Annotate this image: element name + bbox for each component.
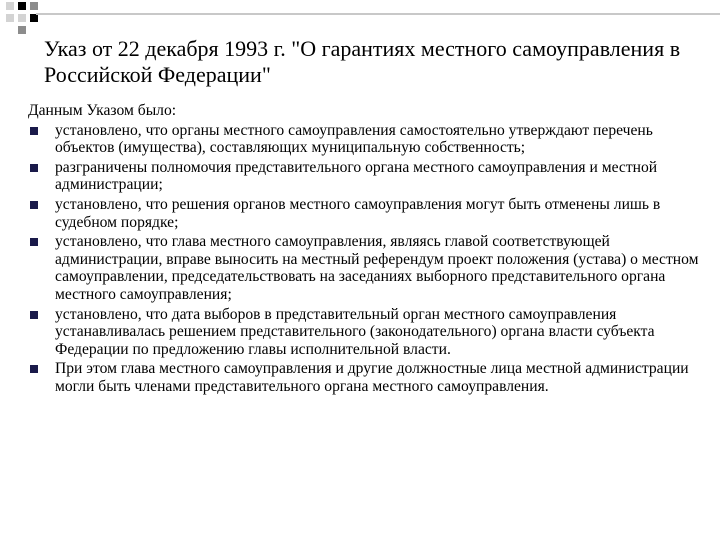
- square-bullet-icon: [30, 238, 38, 246]
- list-item-text: установлено, что дата выборов в представительный орган местного самоуправления устанавливалась решением представительного (законодательного) органа власти субъекта Федерации по предложению главы исполнительной власти.: [55, 305, 655, 358]
- list-item-text: разграничены полномочия представительного органа местного самоуправления и местной администрации;: [55, 158, 658, 194]
- square-bullet-icon: [30, 365, 38, 373]
- list-item-text: установлено, что органы местного самоуправления самостоятельно утверждают перечень объектов (имущества), составляющих муниципальную собственность;: [55, 121, 653, 157]
- list-item: [28, 306, 700, 359]
- slide-body: [28, 102, 700, 398]
- square-bullet-icon: [30, 164, 38, 172]
- list-item: [28, 196, 700, 231]
- square-bullet-icon: [30, 311, 38, 319]
- list-item-text: При этом глава местного самоуправления и другие должностные лица местной администрации могли быть членами представительного органа местного самоуправления.: [55, 360, 689, 395]
- intro-text: Данным Указом было:: [28, 102, 177, 119]
- decor-square: [30, 2, 38, 10]
- decor-line: [36, 13, 720, 15]
- list-item: [28, 233, 700, 303]
- list-item: [28, 122, 700, 157]
- slide-title: Указ от 22 декабря 1993 г. "О гарантиях местного самоуправления в Российской Федерации": [44, 36, 681, 87]
- decor-square: [18, 14, 26, 22]
- decor-square: [18, 2, 26, 10]
- list-item: [28, 360, 700, 395]
- decor-square: [30, 14, 38, 22]
- square-bullet-icon: [30, 127, 38, 135]
- list-item-text: установлено, что решения органов местного самоуправления могут быть отменены лишь в судебном порядке;: [55, 195, 661, 231]
- square-bullet-icon: [30, 201, 38, 209]
- decor-square: [6, 14, 14, 22]
- list-item-text: установлено, что глава местного самоуправления, являясь главой соответствующей администрации, вправе выносить на местный референдум проект положения (устава) о местном самоуправлении, председательствовать на заседаниях выборного представительного органа местного самоуправления;: [55, 233, 699, 303]
- decor-square: [6, 2, 14, 10]
- list-item: [28, 159, 700, 194]
- bullet-list: [28, 122, 700, 396]
- decorative-header: [0, 0, 720, 40]
- decor-square: [18, 26, 26, 34]
